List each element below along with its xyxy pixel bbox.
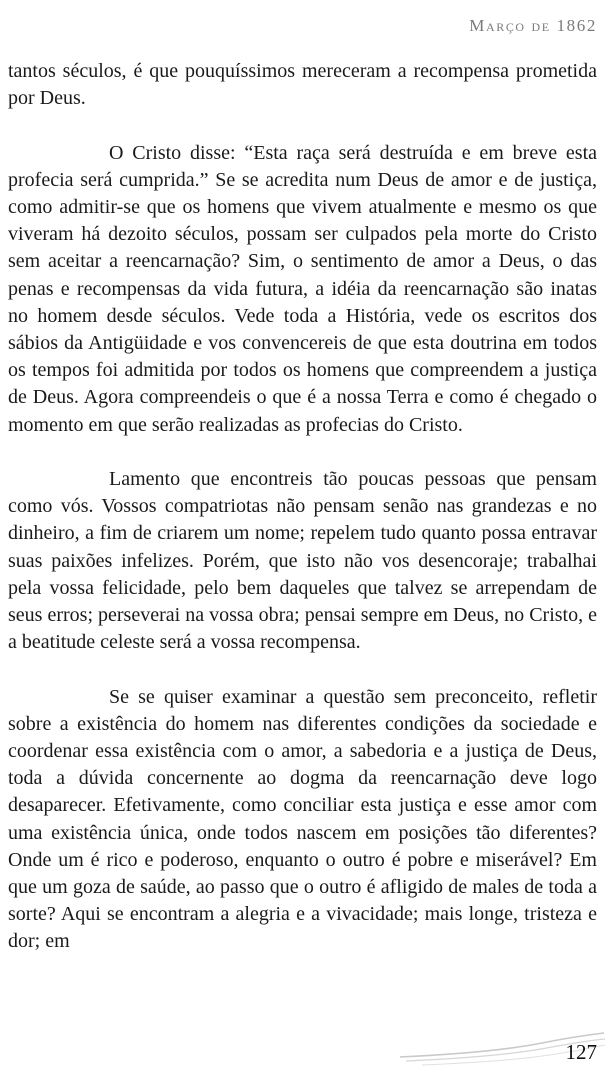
paragraph-continuation: tantos séculos, é que pouquíssimos mereceram a recompensa prometida por Deus.: [8, 60, 597, 110]
paragraph-questao: Se se quiser examinar a questão sem preconceito, refletir sobre a existência do homem nas diferentes condições da sociedade e coordenar essa existência com o amor, a sabedoria e a justiça de Deus, toda a dúvida concernente ao dogma da reencarnação deve logo desaparecer. Efetivamente, como conciliar esta justiça e esse amor com uma existência única, onde todos nascem em posições tão diferentes? Onde um é rico e poderoso, enquanto o outro é pobre e miserável? Em que um goza de saúde, ao passo que o outro é afligido de males de toda a sorte? Aqui se encontram a alegria e a vivacidade; mais longe, tristeza e dor; em: [8, 685, 597, 953]
running-header: Março de 1862: [469, 16, 597, 35]
paragraph-lamento: Lamento que encontreis tão poucas pessoas que pensam como vós. Vossos compatriotas não pensam senão nas grandezas e no dinheiro, a fim de criarem um nome; repelem tudo quanto possa entravar suas paixões infelizes. Porém, que isto não vos desencoraje; trabalhai pela vossa felicidade, pelo bem daqueles que talvez se arrependam de seus erros; perseverai na vossa obra; pensai sempre em Deus, no Cristo, e a beatitude celeste será a vossa recompensa.: [8, 468, 597, 654]
paragraph-cristo-disse: O Cristo disse: “Esta raça será destruída e em breve esta profecia será cumprida.” Se se acredita num Deus de amor e de justiça, como admitir-se que os homens que vivem atualmente e mesmo os que viveram há dezoito séculos, possam ser culpados pela morte do Cristo sem aceitar a reencarnação? Sim, o sentimento de amor a Deus, o das penas e recompensas da vida futura, a idéia da reencarnação são inatas no homem desde séculos. Vede toda a História, vede os escritos dos sábios da Antigüidade e vos convencereis de que esta doutrina em todos os tempos foi admitida por todos os homens que compreendem a justiça de Deus. Agora compreendeis o que é a nossa Terra e como é chegado o momento em que serão realizadas as profecias do Cristo.: [8, 141, 597, 436]
page-body: [8, 58, 597, 956]
page-number: 127: [565, 1040, 597, 1064]
